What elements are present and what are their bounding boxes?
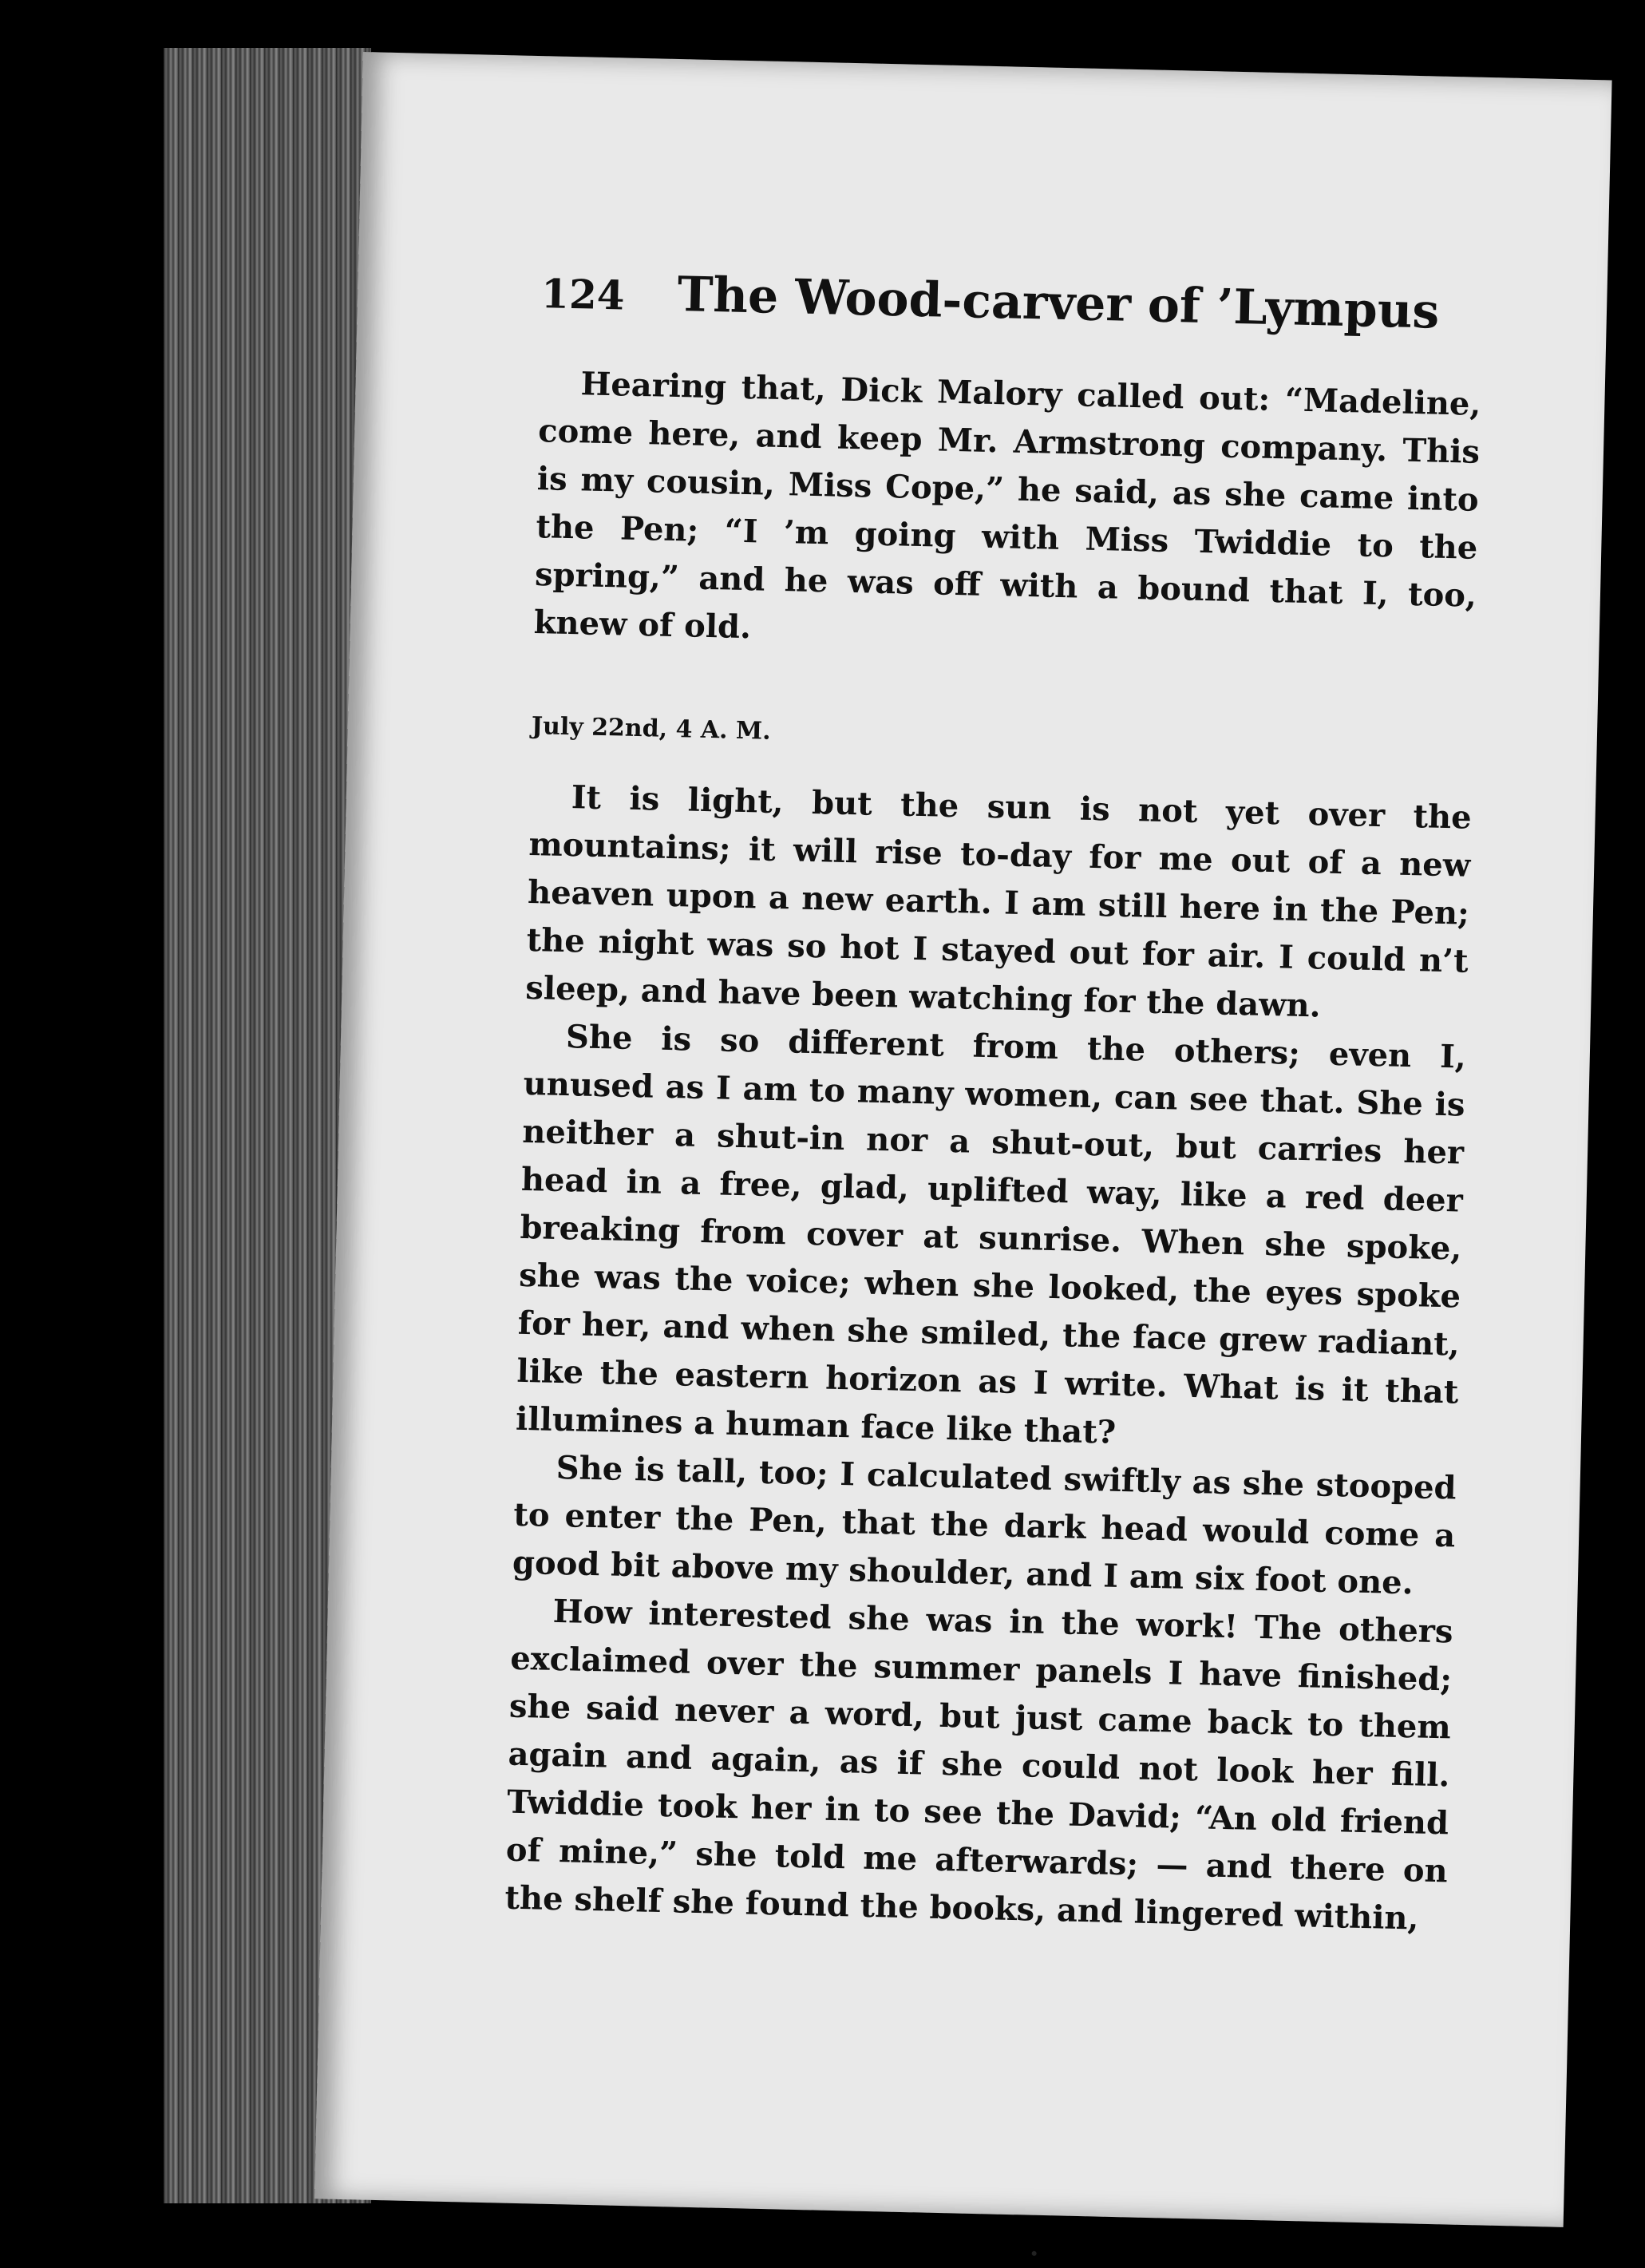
paragraph: How interested she was in the work! The others exclaimed over the summer panels I have finished; she said never a word, but just came back to them again and again, as if she could not look her fill. Twiddie took her in to see the David; “An old friend of mine,” she told me afterwards; — and there on the shelf she found the books, and lingered within, [504, 1592, 1453, 1937]
page-number: 124 [540, 270, 626, 319]
running-title: The Wood-carver of ’Lympus [676, 267, 1440, 340]
paragraph: She is tall, too; I calculated swiftly as she stooped to enter the Pen, that the dark head would come a good bit above my shoulder, and I am six foot one. [512, 1448, 1457, 1602]
paragraph: Hearing that, Dick Malory called out: “Madeline, come here, and keep Mr. Armstrong company. This is my cousin, Miss Cope,” he said, as she came into the Pen; “I ’m going with Miss Twiddie to the spring,” and he was off with a bound that I, too, knew of old. [533, 365, 1481, 647]
book-page [314, 52, 1612, 2227]
page-header [540, 263, 1499, 341]
date-entry: July 22nd, 4 A. M. [531, 712, 772, 746]
body-text [504, 359, 1481, 1943]
paragraph: It is light, but the sun is not yet over the mountains; it will rise to-day for me out of a new heaven upon a new earth. I am still here in the Pen; the night was so hot I stayed out for air. I could n’t sleep, and have been watching for the dawn. [524, 778, 1473, 1025]
paragraph: She is so different from the others; even I, unused as I am to many women, can see that. She is neither a shut-in nor a shut-out, but carries her head in a free, glad, uplifted way, like a red deer breaking from cover at sunrise. When she spoke, she was the voice; when she looked, the eyes spoke for her, and when she smiled, the face grew radiant, like the eastern horizon as I write. What is it that illumines a human face like that? [515, 1018, 1467, 1451]
